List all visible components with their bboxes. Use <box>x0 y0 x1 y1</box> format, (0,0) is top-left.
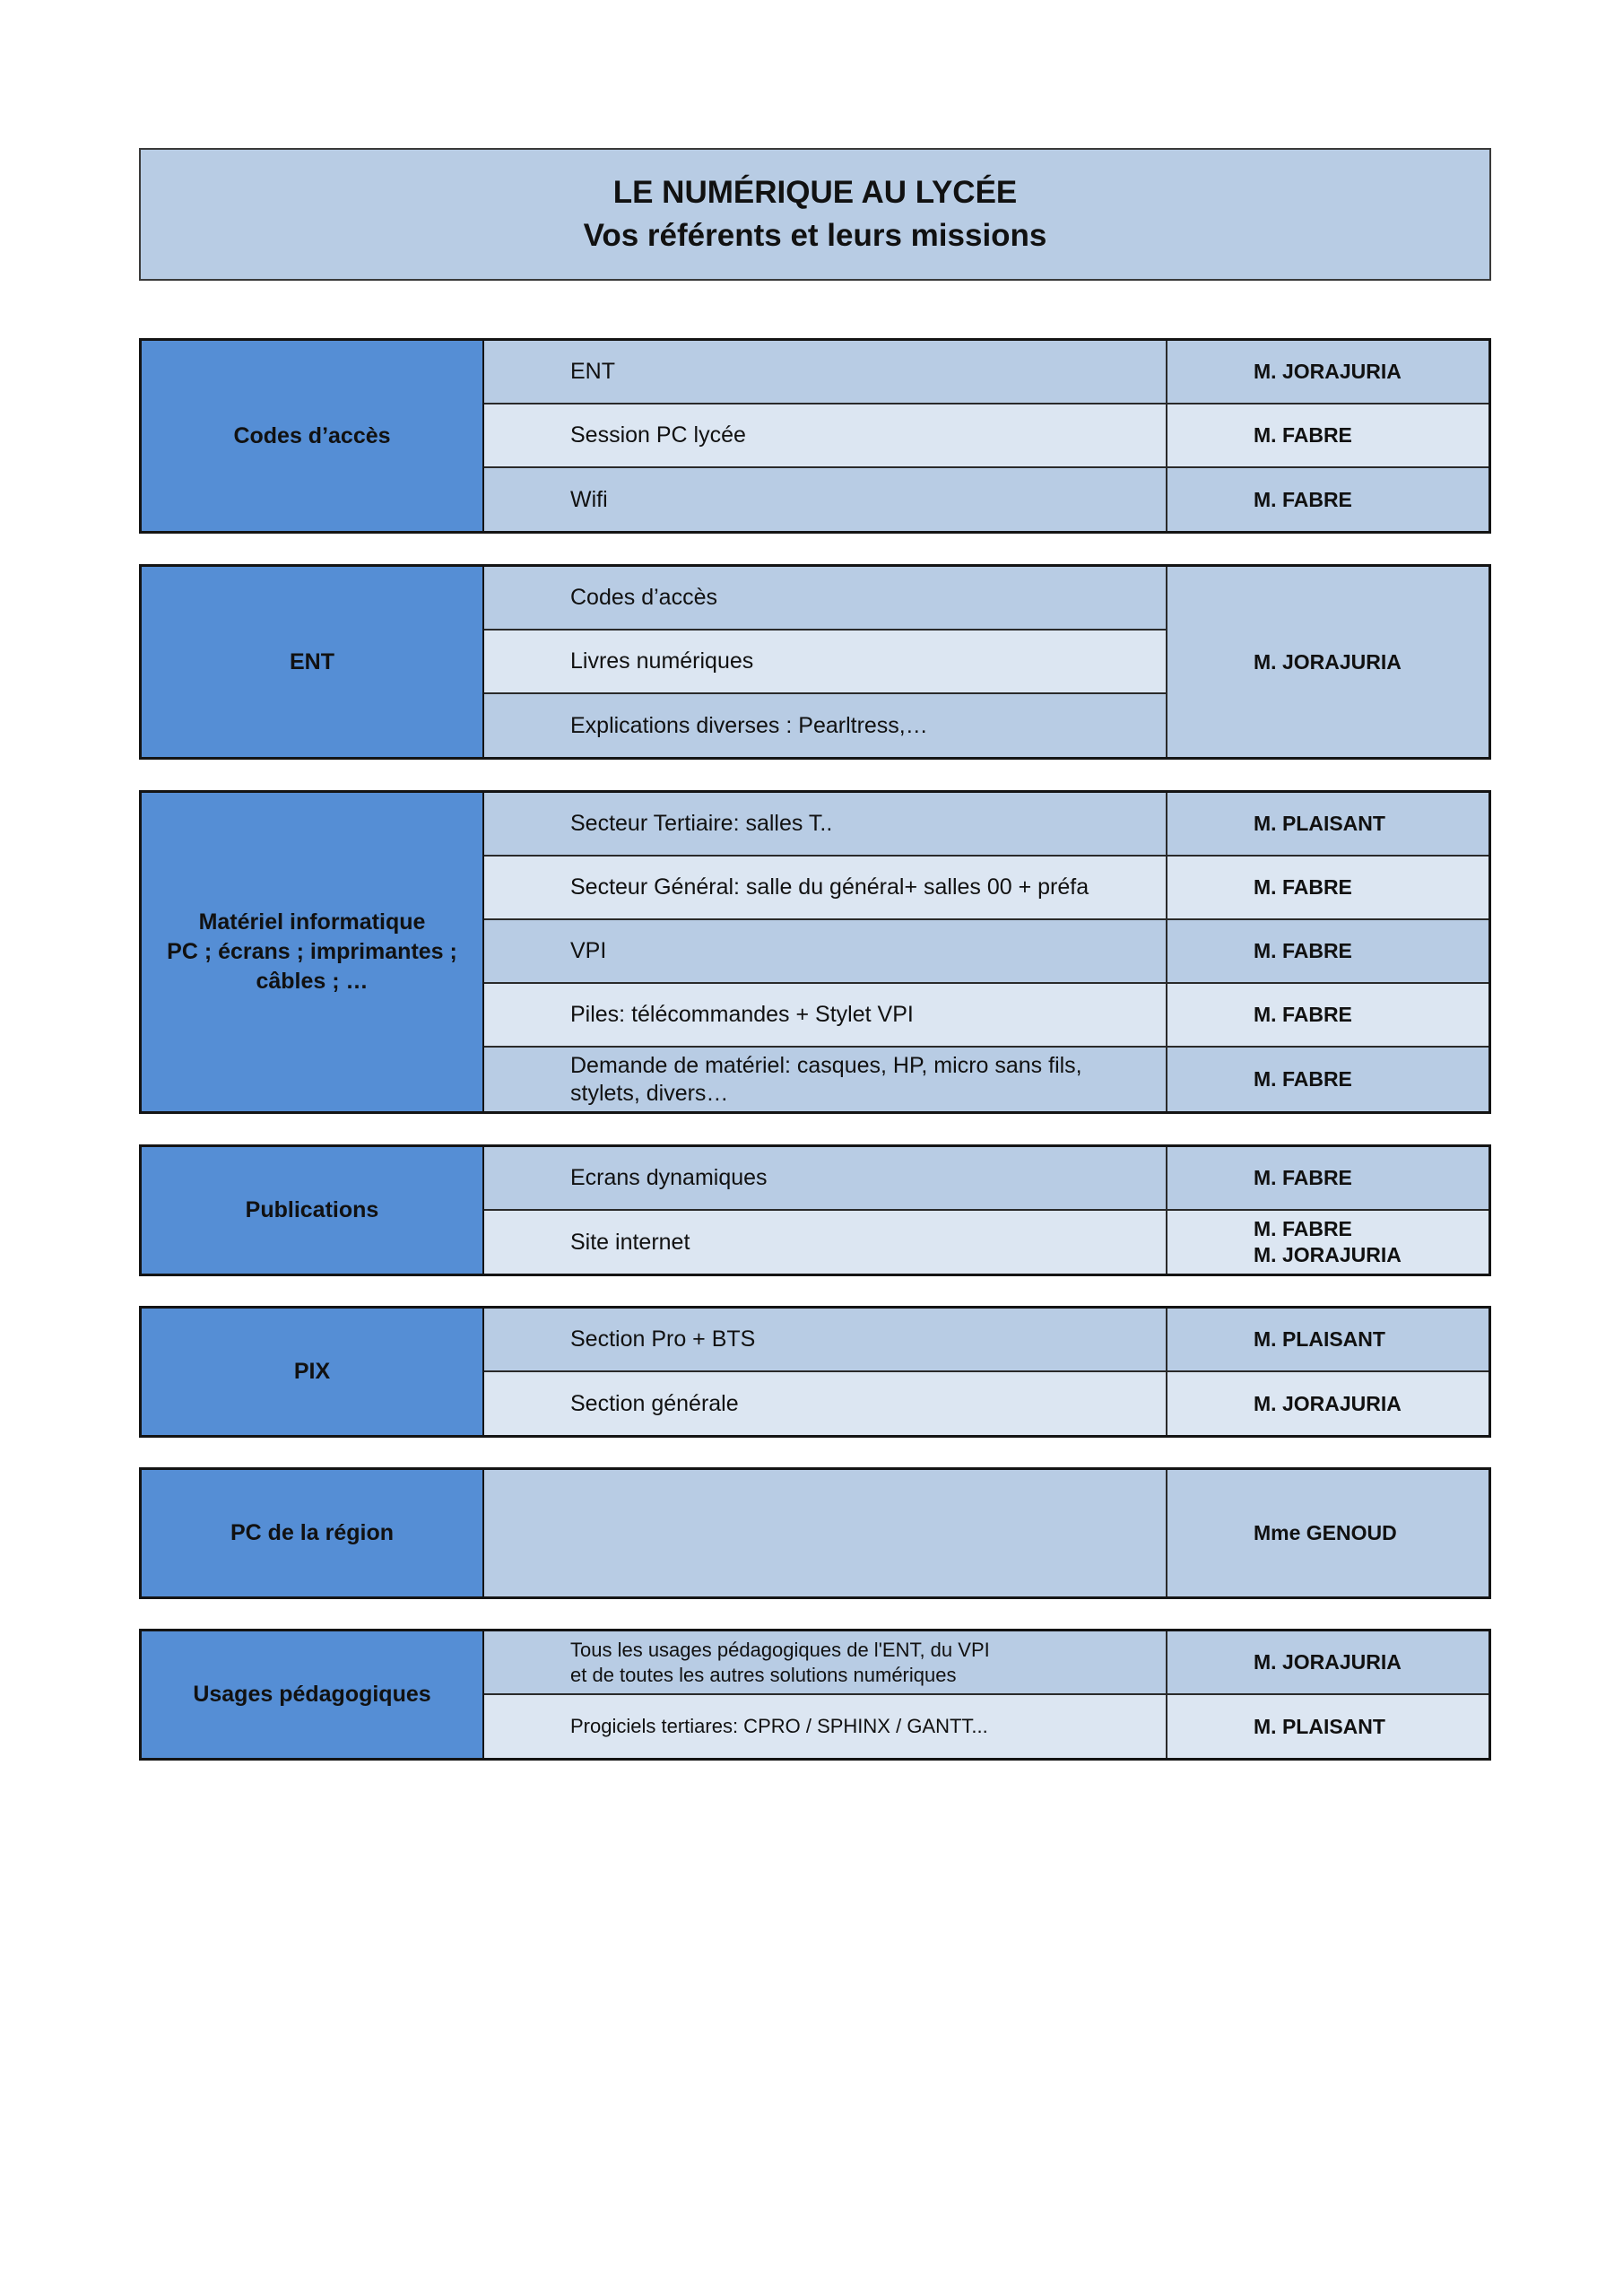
referent-cell: M. JORAJURIA <box>1167 341 1488 404</box>
category-label: Matériel informatique PC ; écrans ; imprimantes ; câbles ; … <box>167 909 457 994</box>
section-publications <box>139 1144 1491 1276</box>
category-cell <box>142 793 484 1111</box>
referent-cell: M. JORAJURIA <box>1167 567 1488 757</box>
category-label: PIX <box>293 1359 331 1384</box>
task-cell: Livres numériques <box>484 631 1167 694</box>
referent-cell: M. FABRE <box>1167 857 1488 920</box>
category-cell <box>142 341 484 531</box>
category-label: Usages pédagogiques <box>193 1682 431 1707</box>
task-cell: Session PC lycée <box>484 404 1167 468</box>
task-cell: Piles: télécommandes + Stylet VPI <box>484 984 1167 1048</box>
task-cell: Secteur Général: salle du général+ salles 00 + préfa <box>484 857 1167 920</box>
referent-cell: M. PLAISANT <box>1167 793 1488 857</box>
section-pc-region <box>139 1467 1491 1599</box>
section-ent <box>139 564 1491 760</box>
title-main: LE NUMÉRIQUE AU LYCÉE <box>612 175 1018 210</box>
task-cell: Site internet <box>484 1211 1167 1274</box>
referent-cell: M. FABRE <box>1167 468 1488 531</box>
category-label: Codes d’accès <box>233 422 391 448</box>
section-usages-pedagogiques <box>139 1629 1491 1761</box>
category-cell <box>142 1309 484 1435</box>
referent-cell: M. JORAJURIA <box>1167 1372 1488 1435</box>
task-cell: Tous les usages pédagogiques de l'ENT, du VPI et de toutes les autres solutions numériques <box>484 1631 1167 1695</box>
referent-cell: M. FABRE <box>1167 1048 1488 1111</box>
task-cell: Explications diverses : Pearltress,… <box>484 694 1167 757</box>
referent-cell: M. FABRE <box>1167 920 1488 984</box>
category-label: Publications <box>245 1197 379 1222</box>
task-cell: VPI <box>484 920 1167 984</box>
section-pix <box>139 1306 1491 1438</box>
referent-cell: M. PLAISANT <box>1167 1695 1488 1758</box>
section-materiel-informatique <box>139 790 1491 1114</box>
referent-cell: M. FABRE M. JORAJURIA <box>1167 1211 1488 1274</box>
task-cell: Section Pro + BTS <box>484 1309 1167 1372</box>
referent-cell: M. FABRE <box>1167 1147 1488 1211</box>
category-cell <box>142 1631 484 1758</box>
task-cell: Section générale <box>484 1372 1167 1435</box>
task-cell <box>484 1470 1167 1596</box>
category-cell <box>142 1470 484 1596</box>
referent-cell: M. PLAISANT <box>1167 1309 1488 1372</box>
referent-cell: M. JORAJURIA <box>1167 1631 1488 1695</box>
task-cell: Progiciels tertiares: CPRO / SPHINX / GANTT... <box>484 1695 1167 1758</box>
category-label: PC de la région <box>230 1520 394 1545</box>
task-cell: Demande de matériel: casques, HP, micro sans fils, stylets, divers… <box>484 1048 1167 1111</box>
section-codes-acces <box>139 338 1491 534</box>
task-cell: Codes d’accès <box>484 567 1167 631</box>
task-cell: Ecrans dynamiques <box>484 1147 1167 1211</box>
task-cell: Wifi <box>484 468 1167 531</box>
referent-cell: Mme GENOUD <box>1167 1470 1488 1596</box>
task-cell: ENT <box>484 341 1167 404</box>
category-label: ENT <box>290 648 334 674</box>
title-subtitle: Vos référents et leurs missions <box>583 218 1047 253</box>
page-title <box>139 148 1491 281</box>
category-cell <box>142 567 484 757</box>
category-cell <box>142 1147 484 1274</box>
referent-cell: M. FABRE <box>1167 984 1488 1048</box>
referent-cell: M. FABRE <box>1167 404 1488 468</box>
task-cell: Secteur Tertiaire: salles T.. <box>484 793 1167 857</box>
